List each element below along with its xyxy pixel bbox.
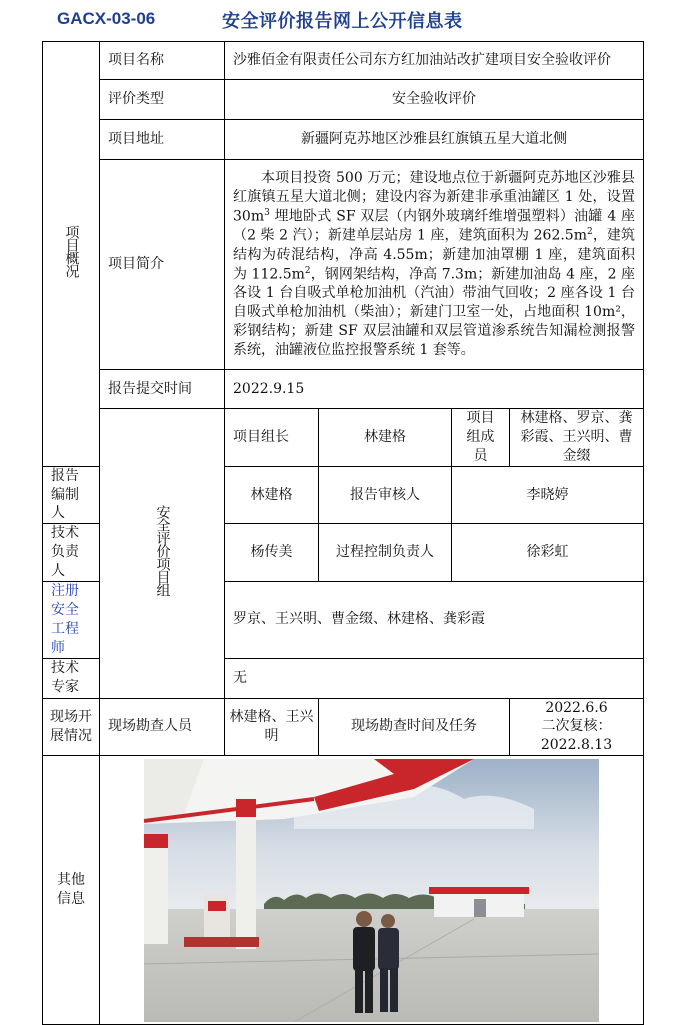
survey-label: 现场勘查人员	[100, 698, 225, 756]
photo-cell	[100, 756, 644, 1025]
canopy-column-2-stripe	[144, 834, 168, 848]
engineer-label: 注册安全工程师	[43, 582, 100, 659]
reviewer-value: 李晓婷	[452, 466, 644, 524]
name-value: 沙雅佰金有限责任公司东方红加油站改扩建项目安全验收评价	[225, 42, 644, 80]
section-overview: 项目概况	[43, 42, 100, 467]
info-table	[42, 41, 644, 1025]
process-value: 徐彩虹	[452, 524, 644, 582]
page-title: 安全评价报告网上公开信息表	[222, 11, 463, 32]
type-value: 安全验收评价	[225, 80, 644, 120]
fuel-dispenser	[204, 894, 230, 939]
survey-value: 林建格、王兴明	[225, 698, 319, 756]
gas-station-photo	[144, 759, 599, 1022]
canopy-column-stripe	[236, 799, 256, 817]
name-label: 项目名称	[100, 42, 225, 80]
address-label: 项目地址	[100, 120, 225, 160]
address-value: 新疆阿克苏地区沙雅县红旗镇五星大道北侧	[225, 120, 644, 160]
reviewer-label: 报告审核人	[319, 466, 452, 524]
canopy-column-2	[144, 834, 168, 944]
section-team: 安全评价项目组	[100, 409, 225, 699]
type-label: 评价类型	[100, 80, 225, 120]
form-code: GACX-03-06	[57, 9, 156, 28]
shop-roof	[429, 887, 529, 894]
intro-value: 本项目投资 500 万元；建设地点位于新疆阿克苏地区沙雅县红旗镇五星大道北侧；建设内容为新建非承重油罐区 1 处，设置 $30m^3$ 埋地卧式 SF 双层（内钢外玻璃纤维增强塑料）油罐 4 座（2 柴 2 汽）；新建单层站房 1 座，建筑面积为 $262.5m^2$，建筑结构为砖混结构，净高 4.55m；新建加油罩棚 1 座，建筑面积为 $112.5m^2$，钢网架结构，净高 7.3m；新建加油岛 4 座，2 座各设 1 台自吸式单枪加油机（汽油）带油气回收；2 座各设 1 台自吸式单枪加油机（柴油）；新建门卫室一处，占地面积 10m²，彩钢结构；新建 SF 双层油罐和双层管道渗系统告知漏检测报警系统，油罐液位监控报警系统 1 套等。	[225, 160, 644, 370]
time-value: 2022.6.6 二次复核：2022.8.13	[510, 698, 644, 756]
author-value: 林建格	[225, 466, 319, 524]
leader-value: 林建格	[319, 409, 452, 467]
section-site: 现场开展情况	[43, 698, 100, 756]
tech-value: 杨传美	[225, 524, 319, 582]
shop-door	[474, 899, 486, 917]
site-photo	[144, 759, 599, 1022]
fuel-island	[184, 937, 259, 947]
canopy-column	[236, 799, 256, 949]
tech-label: 技术负责人	[43, 524, 100, 582]
intro-label: 项目简介	[100, 160, 225, 370]
members-value: 林建格、罗京、龚彩霞、王兴明、曹金缀	[510, 409, 644, 467]
engineer-value: 罗京、王兴明、曹金缀、林建格、龚彩霞	[225, 582, 644, 659]
members-label: 项目组成员	[452, 409, 510, 467]
date-value: 2022.9.15	[225, 370, 644, 409]
section-other: 其他信息	[43, 756, 100, 1025]
leader-label: 项目组长	[225, 409, 319, 467]
expert-label: 技术专家	[43, 658, 100, 698]
process-label: 过程控制负责人	[319, 524, 452, 582]
author-label: 报告编制人	[43, 466, 100, 524]
time-label: 现场勘查时间及任务	[319, 698, 510, 756]
expert-value: 无	[225, 658, 644, 698]
fuel-dispenser-panel	[208, 901, 226, 911]
date-label: 报告提交时间	[100, 370, 225, 409]
